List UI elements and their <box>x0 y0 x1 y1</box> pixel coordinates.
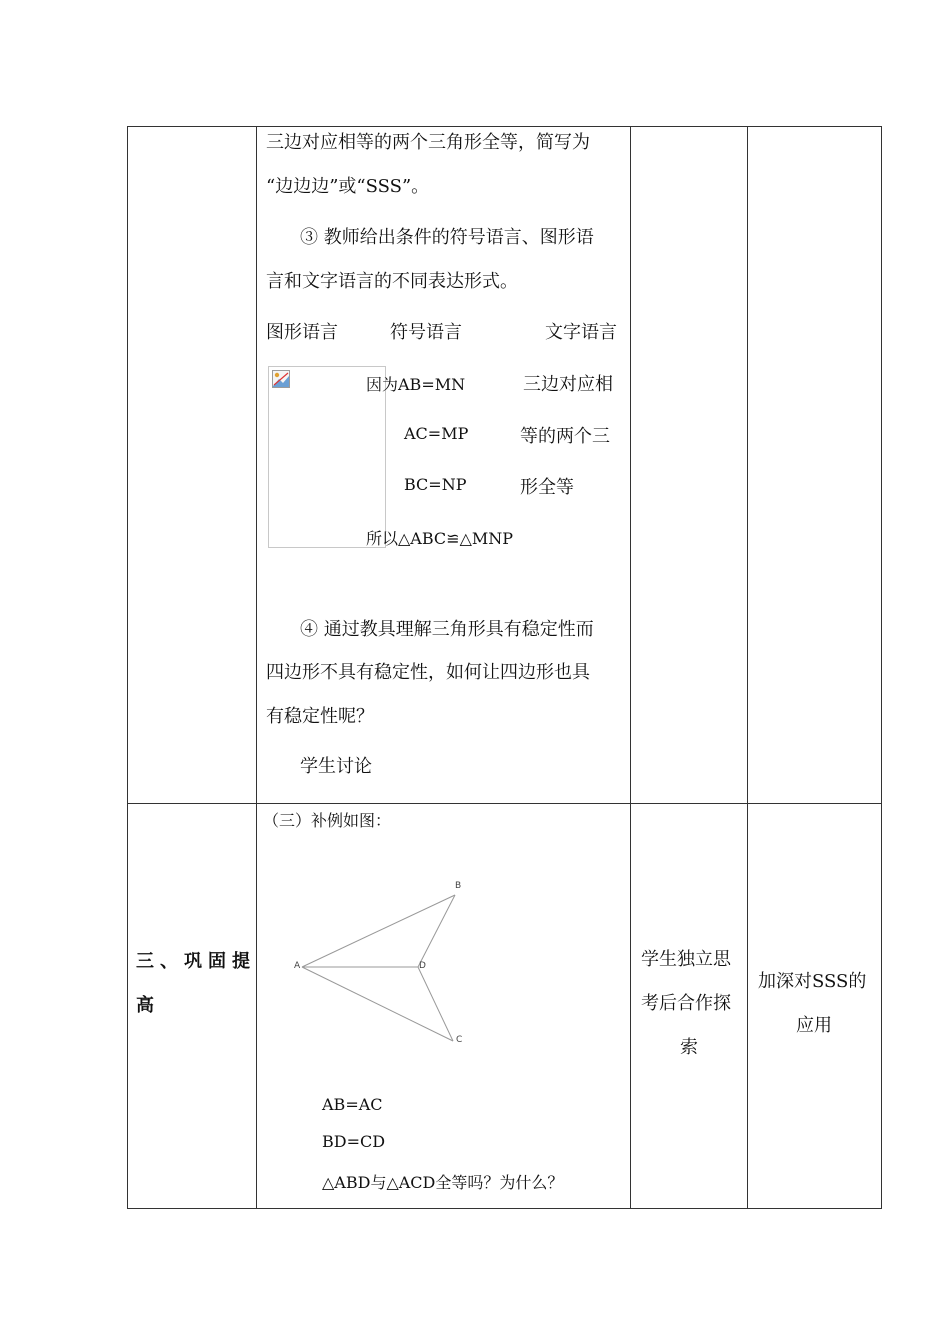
column-divider-1 <box>256 126 257 1209</box>
segment-dc <box>418 967 453 1041</box>
student-activity-line3: 索 <box>680 1037 698 1058</box>
verbal-line3: 形全等 <box>520 477 574 498</box>
example-title: （三）补例如图： <box>263 811 392 830</box>
table-right-border <box>881 126 882 1209</box>
symbolic-line4: 所以△ABC≌△MNP <box>366 529 514 548</box>
symbolic-line1: 因为AB=MN <box>366 375 466 394</box>
step3-line1: ③ 教师给出条件的符号语言、图形语 <box>300 227 594 248</box>
header-text-language: 文字语言 <box>545 322 617 343</box>
header-symbol-language: 符号语言 <box>390 322 462 343</box>
step4-line2: 四边形不具有稳定性，如何让四边形也具 <box>266 662 590 683</box>
segment-ac <box>302 967 453 1041</box>
column-divider-2 <box>630 126 631 1209</box>
point-label-b: B <box>455 881 462 891</box>
step4-line1: ④ 通过教具理解三角形具有稳定性而 <box>300 619 594 640</box>
student-activity-line1: 学生独立思 <box>641 949 731 970</box>
verbal-line1: 三边对应相 <box>523 374 613 395</box>
row-divider <box>127 803 882 804</box>
step4-line3: 有稳定性呢？ <box>266 706 374 727</box>
table-top-border <box>127 126 882 127</box>
point-label-c: C <box>456 1035 463 1045</box>
header-graphic-language: 图形语言 <box>266 322 338 343</box>
segment-bd <box>418 895 455 967</box>
section-title-line1: 三、巩固提 <box>136 951 256 972</box>
table-left-border <box>127 126 128 1209</box>
broken-image-icon <box>272 370 290 392</box>
point-label-a: A <box>294 961 301 971</box>
student-activity-line2: 考后合作探 <box>641 993 731 1014</box>
sss-definition-line1: 三边对应相等的两个三角形全等，简写为 <box>266 132 590 153</box>
purpose-line2: 应用 <box>796 1015 832 1036</box>
triangle-figure <box>285 875 480 1055</box>
table-bottom-border <box>127 1208 882 1209</box>
symbolic-line3: BC=NP <box>404 475 467 494</box>
student-discussion: 学生讨论 <box>300 756 372 777</box>
section-title-line2: 高 <box>136 995 154 1016</box>
question-text: △ABD与△ACD全等吗？为什么？ <box>322 1173 564 1192</box>
purpose-line1: 加深对SSS的 <box>758 971 867 992</box>
verbal-line2: 等的两个三 <box>520 426 610 447</box>
symbolic-line2: AC=MP <box>404 424 469 443</box>
segment-ab <box>302 895 455 967</box>
given-ab-ac: AB=AC <box>322 1095 383 1114</box>
point-label-d: D <box>419 961 426 971</box>
sss-definition-line2: “边边边”或“SSS”。 <box>266 176 430 197</box>
column-divider-3 <box>747 126 748 1209</box>
step3-line2: 言和文字语言的不同表达形式。 <box>266 271 518 292</box>
given-bd-cd: BD=CD <box>322 1132 386 1151</box>
